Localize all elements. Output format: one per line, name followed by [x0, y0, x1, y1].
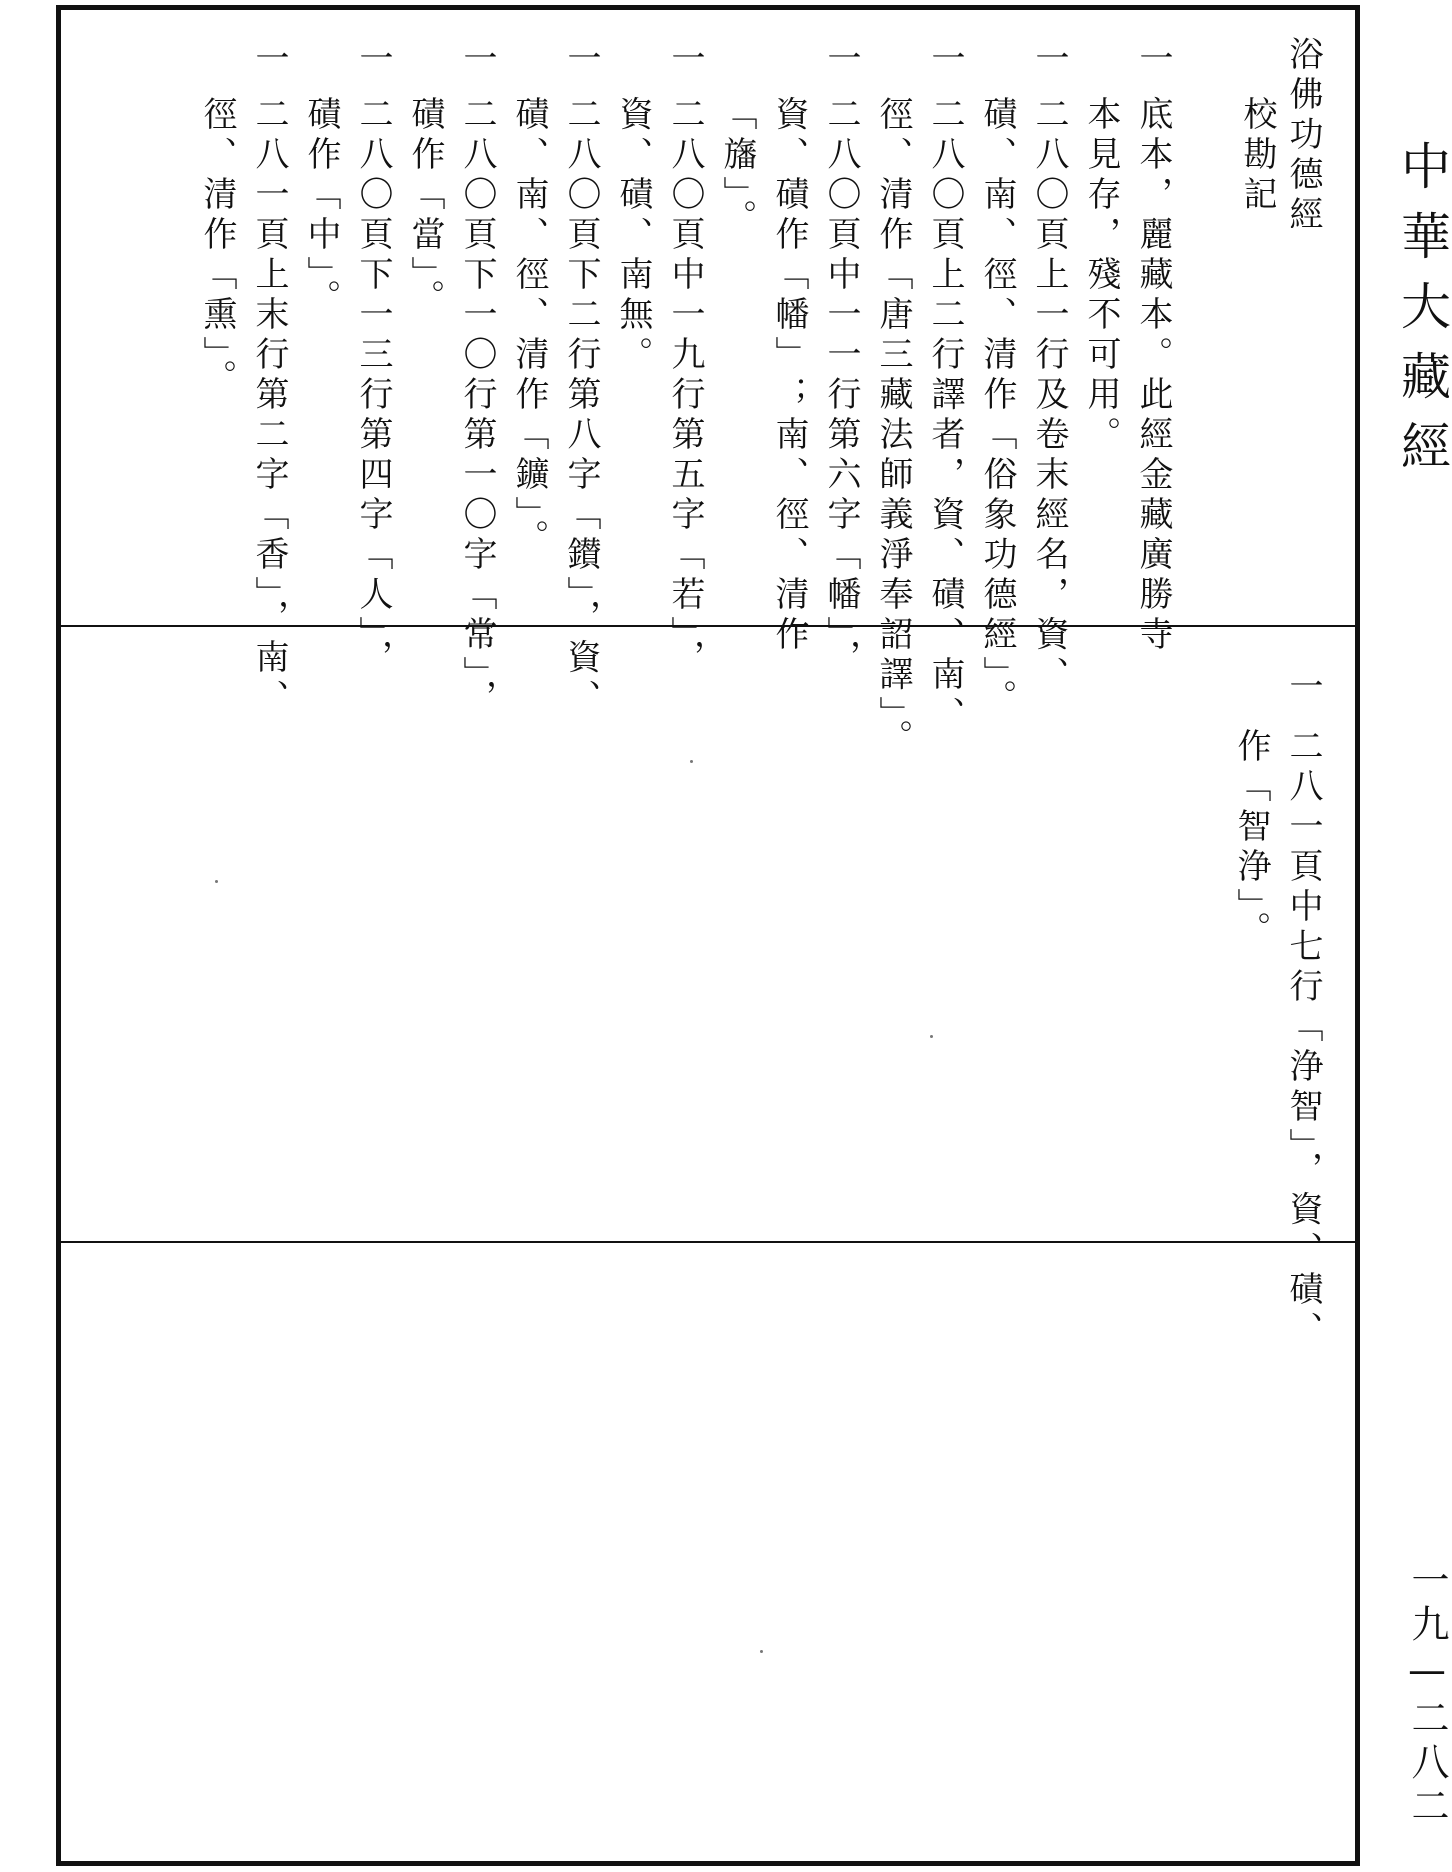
speck [760, 1650, 763, 1653]
speck [930, 1035, 933, 1038]
note-text: 二八〇頁下一三行第四字「人」， [353, 96, 393, 679]
note-text: 二八〇頁下二行第八字「鑚」，資、 [561, 96, 601, 719]
note-continuation: 磧作「中」。 [301, 96, 341, 319]
note-text: 二八一頁上末行第二字「香」，南、 [249, 96, 289, 719]
note-marker: 一 [1283, 668, 1323, 708]
sutra-title: 浴佛功德經 [1283, 36, 1323, 236]
note-marker: 一 [457, 40, 497, 80]
note-text: 底本，麗藏本。此經金藏廣勝寺 [1133, 96, 1173, 656]
note-continuation: 作「智浄」。 [1231, 728, 1271, 951]
speck [690, 760, 693, 763]
note-marker: 一 [665, 40, 705, 80]
section-divider-lower [56, 1241, 1360, 1243]
collection-title: 中華大藏經 [1393, 140, 1451, 490]
note-continuation: 資、磧、南無。 [613, 96, 653, 376]
note-marker: 一 [249, 40, 289, 80]
note-continuation: 本見存，殘不可用。 [1081, 96, 1121, 456]
note-text: 二八〇頁上二行譯者，資、磧、南、 [925, 96, 965, 736]
note-text: 二八〇頁上一行及卷末經名，資、 [1029, 96, 1069, 696]
note-marker: 一 [1133, 40, 1173, 80]
note-text: 二八一頁中七行「浄智」，資、磧、 [1283, 728, 1323, 1351]
note-continuation: 「旛」。 [717, 96, 757, 239]
speck [215, 880, 218, 883]
section-title: 校勘記 [1237, 96, 1277, 216]
note-marker: 一 [561, 40, 601, 80]
page-number: 一九—二八二 [1405, 1560, 1449, 1830]
note-continuation: 資、磧作「幡」；南、徑、清作 [769, 96, 809, 656]
note-marker: 一 [925, 40, 965, 80]
note-marker: 一 [821, 40, 861, 80]
note-text: 二八〇頁中一九行第五字「若」， [665, 96, 705, 679]
note-marker: 一 [1029, 40, 1069, 80]
note-text: 二八〇頁中一一行第六字「幡」， [821, 96, 861, 679]
note-text: 二八〇頁下一〇行第一〇字「常」， [457, 96, 497, 719]
note-marker: 一 [353, 40, 393, 80]
note-continuation: 磧、南、徑、清作「鑛」。 [509, 96, 549, 559]
note-continuation: 徑、清作「唐三藏法師義淨奉詔譯」。 [873, 96, 913, 759]
note-continuation: 磧作「當」。 [405, 96, 445, 319]
note-continuation: 徑、清作「熏」。 [197, 96, 237, 399]
note-continuation: 磧、南、徑、清作「俗象功德經」。 [977, 96, 1017, 719]
